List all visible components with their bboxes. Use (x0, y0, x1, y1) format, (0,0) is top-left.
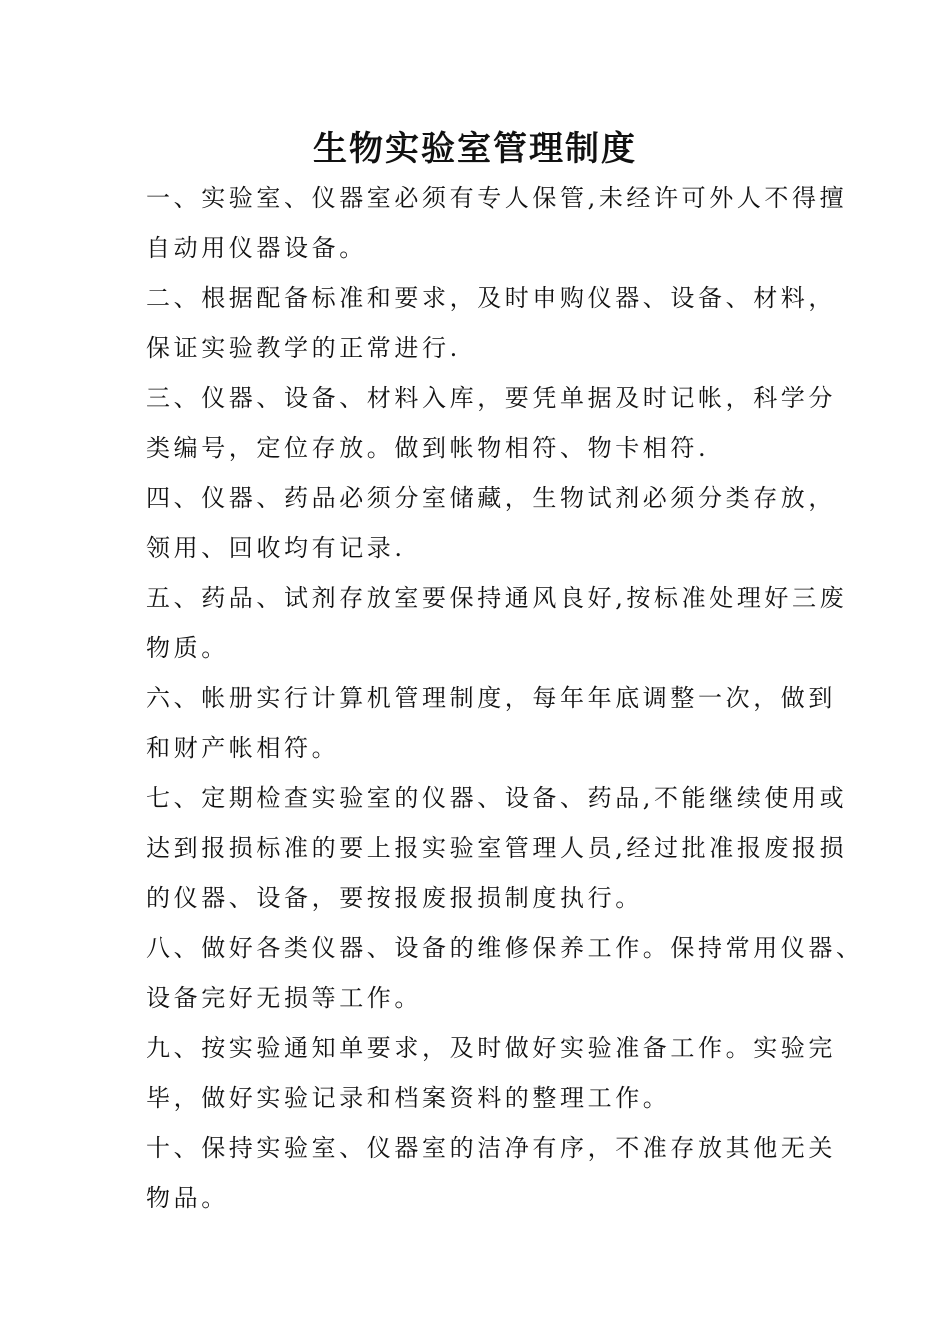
clause-8 (146, 923, 864, 1023)
clause-line: 九、按实验通知单要求，及时做好实验准备工作。实验完 (146, 1034, 836, 1062)
clause-line: 物品。 (146, 1184, 229, 1212)
clause-6 (146, 673, 836, 773)
clause-line: 四、仪器、药品必须分室储藏，生物试剂必须分类存放， (146, 484, 836, 512)
clause-line: 设备完好无损等工作。 (146, 984, 422, 1012)
clause-line: 三、仪器、设备、材料入库，要凭单据及时记帐，科学分 (146, 384, 836, 412)
clause-3 (146, 373, 836, 473)
clause-line: 五、药品、试剂存放室要保持通风良好,按标准处理好三废 (146, 584, 848, 612)
clause-line: 的仪器、设备，要按报废报损制度执行。 (146, 884, 643, 912)
regulation-list (146, 173, 864, 1223)
clause-line: 达到报损标准的要上报实验室管理人员,经过批准报废报损 (146, 834, 848, 862)
clause-line: 二、根据配备标准和要求，及时申购仪器、设备、材料， (146, 284, 836, 312)
clause-line: 和财产帐相符。 (146, 734, 340, 762)
clause-4 (146, 473, 836, 573)
clause-7 (146, 773, 848, 923)
clause-line: 保证实验教学的正常进行. (146, 334, 461, 362)
clause-1 (146, 173, 848, 273)
clause-10 (146, 1123, 836, 1223)
clause-2 (146, 273, 836, 373)
document-title: 生物实验室管理制度 (313, 129, 637, 169)
clause-line: 六、帐册实行计算机管理制度，每年年底调整一次，做到 (146, 684, 836, 712)
clause-line: 八、做好各类仪器、设备的维修保养工作。保持常用仪器、 (146, 934, 864, 962)
clause-5 (146, 573, 848, 673)
clause-line: 领用、回收均有记录. (146, 534, 406, 562)
clause-line: 物质。 (146, 634, 229, 662)
clause-9 (146, 1023, 836, 1123)
clause-line: 一、实验室、仪器室必须有专人保管,未经许可外人不得擅 (146, 184, 848, 212)
clause-line: 毕，做好实验记录和档案资料的整理工作。 (146, 1084, 671, 1112)
clause-line: 自动用仪器设备。 (146, 234, 367, 262)
clause-line: 七、定期检查实验室的仪器、设备、药品,不能继续使用或 (146, 784, 848, 812)
clause-line: 类编号，定位存放。做到帐物相符、物卡相符. (146, 434, 710, 462)
clause-line: 十、保持实验室、仪器室的洁净有序，不准存放其他无关 (146, 1134, 836, 1162)
